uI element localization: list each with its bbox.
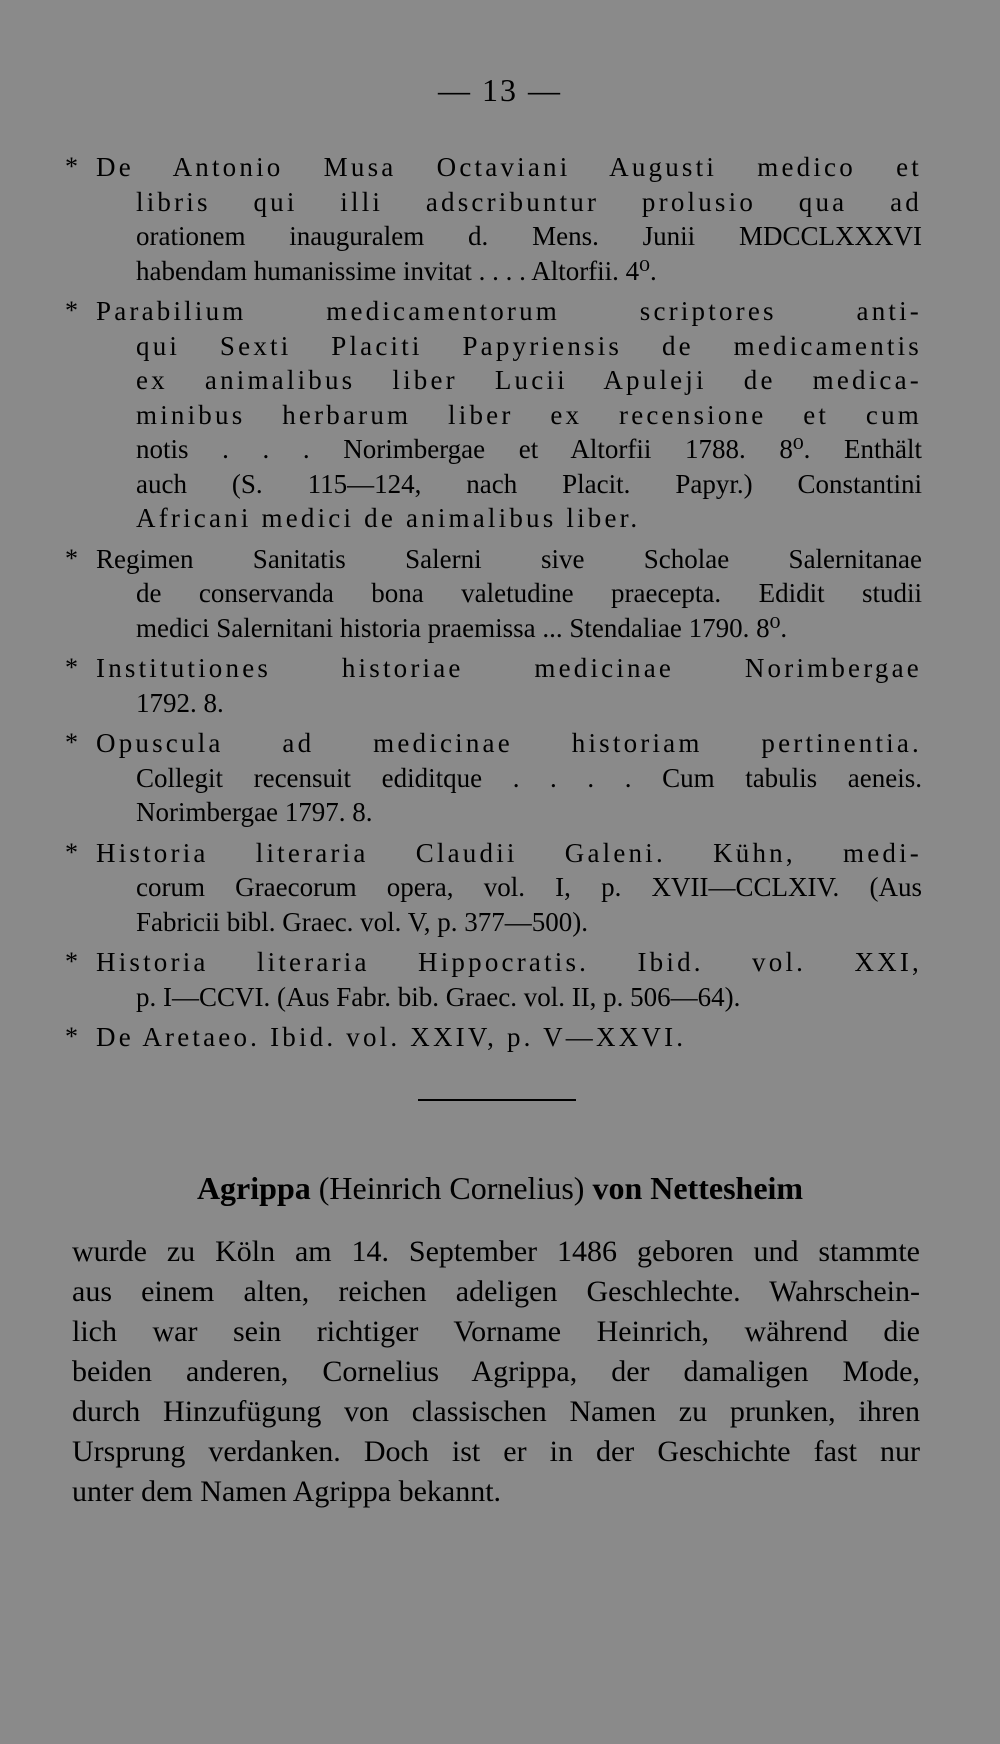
asterisk-marker: * [65, 543, 78, 573]
asterisk-marker: * [65, 653, 78, 682]
heading-name: Agrippa [196, 1170, 311, 1206]
paragraph-line: aus einem alten, reichen adeligen Geschlechte. Wahrschein- [72, 1275, 920, 1308]
asterisk-marker: * [65, 837, 78, 867]
bibliography-entry [62, 150, 922, 288]
paragraph-line: Ursprung verdanken. Doch ist er in der Geschichte fast nur [72, 1435, 920, 1468]
entry-line: De Aretaeo. Ibid. vol. XXIV, p. V—XXVI. [96, 1022, 687, 1052]
entry-line: Africani medici de animalibus liber. [136, 503, 641, 533]
entry-line: De Antonio Musa Octaviani Augusti medico et [96, 152, 922, 182]
entry-line: de conservanda bona valetudine praecepta. Edidit studii [136, 578, 922, 608]
entry-line: 1792. 8. [136, 687, 224, 718]
bibliography-entry [62, 294, 922, 536]
heading-given-names: (Heinrich Cornelius) [318, 1170, 585, 1206]
asterisk-marker: * [65, 296, 78, 325]
entry-line: Norimbergae 1797. 8. [136, 797, 373, 827]
bibliography-entry [62, 1020, 922, 1055]
entry-line: Fabricii bibl. Graec. vol. V, p. 377—500). [136, 906, 588, 937]
bibliography-entry [62, 726, 922, 830]
paragraph-line: durch Hinzufügung von classischen Namen zu prunken, ihren [72, 1395, 920, 1428]
entry-line: ex animalibus liber Lucii Apuleji de medica- [136, 365, 922, 395]
paragraph-line: unter dem Namen Agrippa bekannt. [72, 1475, 502, 1508]
entry-line: orationem inauguralem d. Mens. Junii MDCCLXXXVI [136, 221, 922, 251]
entry-line: habendam humanissime invitat . . . . Altorfii. 4⁰. [136, 255, 657, 286]
bibliography-list [62, 150, 922, 1061]
entry-line: Parabilium medicamentorum scriptores anti- [96, 296, 922, 326]
entry-line: p. I—CCVI. (Aus Fabr. bib. Graec. vol. II, p. 506—64). [136, 981, 741, 1012]
section-heading [0, 1170, 1000, 1207]
entry-line: medici Salernitani historia praemissa ... Stendaliae 1790. 8⁰. [136, 612, 788, 643]
page-number: — 13 — [438, 72, 562, 108]
entry-line: Historia literaria Claudii Galeni. Kühn, medi- [96, 837, 922, 868]
entry-line: qui Sexti Placiti Papyriensis de medicamentis [136, 330, 922, 361]
asterisk-marker: * [65, 728, 78, 757]
asterisk-marker: * [65, 1022, 78, 1051]
entry-line: Collegit recensuit ediditque . . . . Cum tabulis aeneis. [136, 762, 922, 793]
entry-line: Institutiones historiae medicinae Norimbergae [96, 653, 922, 683]
heading-origin: von Nettesheim [592, 1170, 804, 1206]
bibliography-entry [62, 836, 922, 940]
entry-line: notis . . . Norimbergae et Altorfii 1788. 8⁰. Enthält [136, 434, 922, 464]
biography-paragraph [72, 1232, 920, 1512]
entry-line: auch (S. 115—124, nach Placit. Papyr.) Constantini [136, 468, 922, 499]
bibliography-entry [62, 651, 922, 720]
asterisk-marker: * [65, 152, 78, 181]
paragraph-line: lich war sein richtiger Vorname Heinrich, während die [72, 1315, 920, 1348]
section-divider [418, 1099, 576, 1101]
bibliography-entry [62, 542, 922, 646]
paragraph-line: wurde zu Köln am 14. September 1486 geboren und stammte [72, 1235, 920, 1268]
entry-line: Historia literaria Hippocratis. Ibid. vol. XXI, [96, 947, 922, 977]
paragraph-line: beiden anderen, Cornelius Agrippa, der damaligen Mode, [72, 1355, 920, 1388]
asterisk-marker: * [65, 947, 78, 976]
entry-line: corum Graecorum opera, vol. I, p. XVII—CCLXIV. (Aus [136, 872, 922, 902]
entry-line: Regimen Sanitatis Salerni sive Scholae Salernitanae [96, 543, 922, 574]
entry-line: minibus herbarum liber ex recensione et cum [136, 399, 922, 430]
bibliography-entry [62, 945, 922, 1014]
entry-line: Opuscula ad medicinae historiam pertinentia. [96, 728, 922, 758]
entry-line: libris qui illi adscribuntur prolusio qua ad [136, 186, 922, 217]
